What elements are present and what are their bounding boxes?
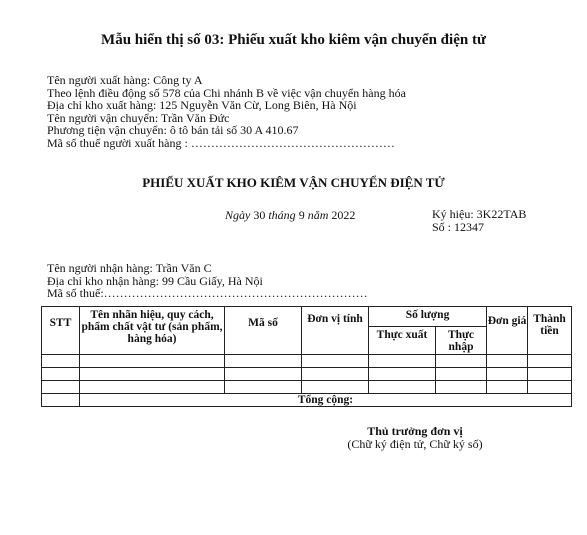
receiver-name: Tên người nhận hàng: Trần Văn C [47,261,212,275]
warehouse-in-address: Địa chỉ kho nhận hàng: 99 Cầu Giấy, Hà Nội [47,273,263,288]
col-header-unit: Đơn vị tính [302,307,369,355]
table-total-row [42,394,572,407]
table-row [42,368,572,381]
signature-title: Thủ trưởng đơn vị [367,424,463,438]
signature-note: (Chữ ký điện tử, Chữ ký số) [347,436,483,451]
date-month-label: tháng [268,208,296,222]
document-symbol: Ký hiệu: 3K22TAB [432,207,527,221]
receiver-tax-code: Mã số thuế:………………………………………………………… [47,286,368,300]
col-header-stt: STT [42,307,80,355]
document-title: PHIẾU XUẤT KHO KIÊM VẬN CHUYỂN ĐIỆN TỬ [142,175,445,190]
sender-name: Tên người xuất hàng: Công ty A [47,73,203,87]
col-header-qty-in: Thực nhập [436,327,487,355]
total-label: Tổng cộng: [80,394,572,407]
date-month: 9 [298,208,305,222]
date-day-label: Ngày [225,208,251,222]
dispatch-order: Theo lệnh điều động số 578 của Chi nhánh B về việc vận chuyển hàng hóa [47,85,406,100]
col-header-amount: Thành tiền [528,307,572,355]
col-header-price: Đơn giá [487,307,528,355]
col-header-qty-out: Thực xuất [369,327,436,355]
document-number: Số : 12347 [432,219,485,234]
col-header-name: Tên nhãn hiệu, quy cách, phẩm chất vật tư (sản phẩm, hàng hóa) [80,307,225,355]
document-symbol-block [432,208,526,233]
sender-tax-code: Mã số thuế người xuất hàng : …………………………………………… [47,135,395,150]
vehicle: Phương tiện vận chuyển: ô tô bán tải số 30 A 410.67 [47,123,299,137]
date-day: 30 [253,208,266,222]
form-heading: Mẫu hiển thị số 03: Phiếu xuất kho kiêm vận chuyển điện tử [101,32,486,48]
date-year-label: năm [307,208,329,222]
date-year: 2022 [331,208,356,222]
transporter-name: Tên người vận chuyển: Trần Văn Đức [47,110,230,125]
goods-table [41,306,572,407]
table-row [42,355,572,368]
warehouse-out-address: Địa chỉ kho xuất hàng: 125 Nguyễn Văn Cừ, Long Biên, Hà Nội [47,98,357,112]
col-header-code: Mã số [225,307,302,355]
document-date [225,208,355,223]
table-row [42,381,572,394]
col-header-qty: Số lượng [369,307,487,327]
signature-block [340,425,490,450]
